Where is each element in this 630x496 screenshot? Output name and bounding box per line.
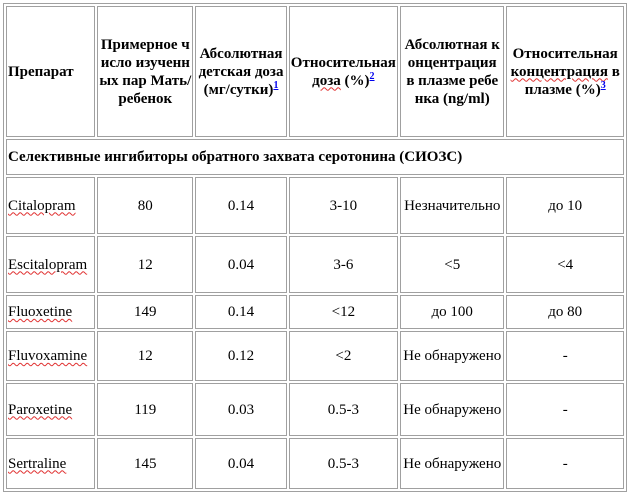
table-row [6, 383, 624, 436]
drug-name: Citalopram [8, 197, 76, 214]
header-abs-dose [195, 6, 286, 137]
cell-drug [6, 295, 95, 329]
table-row [6, 177, 624, 234]
cell-abs-conc: Незначительно [400, 177, 504, 234]
cell-abs-dose: 0.14 [195, 295, 286, 329]
header-row [6, 6, 624, 137]
cell-rel-dose: 0.5-3 [289, 383, 398, 436]
cell-abs-conc: Не обнаружено [400, 438, 504, 489]
cell-drug [6, 177, 95, 234]
cell-abs-conc: Не обнаружено [400, 331, 504, 381]
cell-rel-dose: <2 [289, 331, 398, 381]
group-row [6, 139, 624, 175]
cell-abs-conc: Не обнаружено [400, 383, 504, 436]
cell-drug [6, 236, 95, 293]
footnote-3-link[interactable]: 3 [600, 79, 606, 91]
header-pairs: Примерное число изученных пар Мать/ребенок [97, 6, 193, 137]
cell-abs-conc: до 100 [400, 295, 504, 329]
cell-pairs: 12 [97, 331, 193, 381]
table-row [6, 331, 624, 381]
cell-rel-dose: 0.5-3 [289, 438, 398, 489]
cell-pairs: 145 [97, 438, 193, 489]
footnote-2-link[interactable]: 2 [369, 70, 375, 82]
cell-rel-dose: <12 [289, 295, 398, 329]
cell-pairs: 80 [97, 177, 193, 234]
header-rel-conc-label-b: концентрация [510, 63, 608, 80]
header-rel-dose [289, 6, 398, 137]
cell-rel-dose: 3-6 [289, 236, 398, 293]
cell-rel-conc: - [506, 383, 624, 436]
header-rel-conc-label-a: Относительная [512, 45, 618, 62]
header-rel-conc-label-c: в плазме (%) [524, 63, 620, 98]
header-drug: Препарат [6, 6, 95, 137]
cell-pairs: 119 [97, 383, 193, 436]
drug-name: Escitalopram [8, 256, 88, 273]
cell-abs-conc: <5 [400, 236, 504, 293]
header-abs-conc: Абсолютная концентрация в плазме ребенка (ng/ml) [400, 6, 504, 137]
cell-abs-dose: 0.14 [195, 177, 286, 234]
cell-pairs: 12 [97, 236, 193, 293]
footnote-1-link[interactable]: 1 [273, 79, 279, 91]
cell-abs-dose: 0.03 [195, 383, 286, 436]
drug-name: Fluoxetine [8, 304, 73, 320]
cell-abs-dose: 0.04 [195, 236, 286, 293]
footnote-2[interactable] [370, 71, 375, 82]
cell-abs-dose: 0.04 [195, 438, 286, 489]
drug-name: Fluvoxamine [8, 348, 88, 364]
drug-name: Paroxetine [8, 401, 73, 418]
header-abs-dose-label: Абсолютная детская доза (мг/сутки) [198, 45, 284, 98]
drug-name: Sertraline [8, 455, 67, 472]
group-label: Селективные ингибиторы обратного захвата серотонина (СИОЗС) [6, 139, 624, 175]
cell-rel-conc: - [506, 331, 624, 381]
breastfeeding-drug-table [3, 3, 627, 492]
cell-pairs: 149 [97, 295, 193, 329]
header-rel-dose-label-b: доза [312, 72, 341, 89]
cell-rel-conc: <4 [506, 236, 624, 293]
header-rel-dose-label-a: Относительная [290, 54, 396, 71]
header-rel-dose-label-c: (%) [340, 72, 370, 89]
table-container [3, 3, 627, 492]
cell-rel-conc: - [506, 438, 624, 489]
footnote-3[interactable] [601, 80, 606, 91]
cell-rel-conc: до 80 [506, 295, 624, 329]
cell-rel-dose: 3-10 [289, 177, 398, 234]
header-rel-conc [506, 6, 624, 137]
cell-drug [6, 438, 95, 489]
footnote-1[interactable] [273, 80, 278, 91]
table-row [6, 438, 624, 489]
cell-drug [6, 383, 95, 436]
table-row [6, 236, 624, 293]
table-row [6, 295, 624, 329]
cell-rel-conc: до 10 [506, 177, 624, 234]
cell-abs-dose: 0.12 [195, 331, 286, 381]
cell-drug [6, 331, 95, 381]
